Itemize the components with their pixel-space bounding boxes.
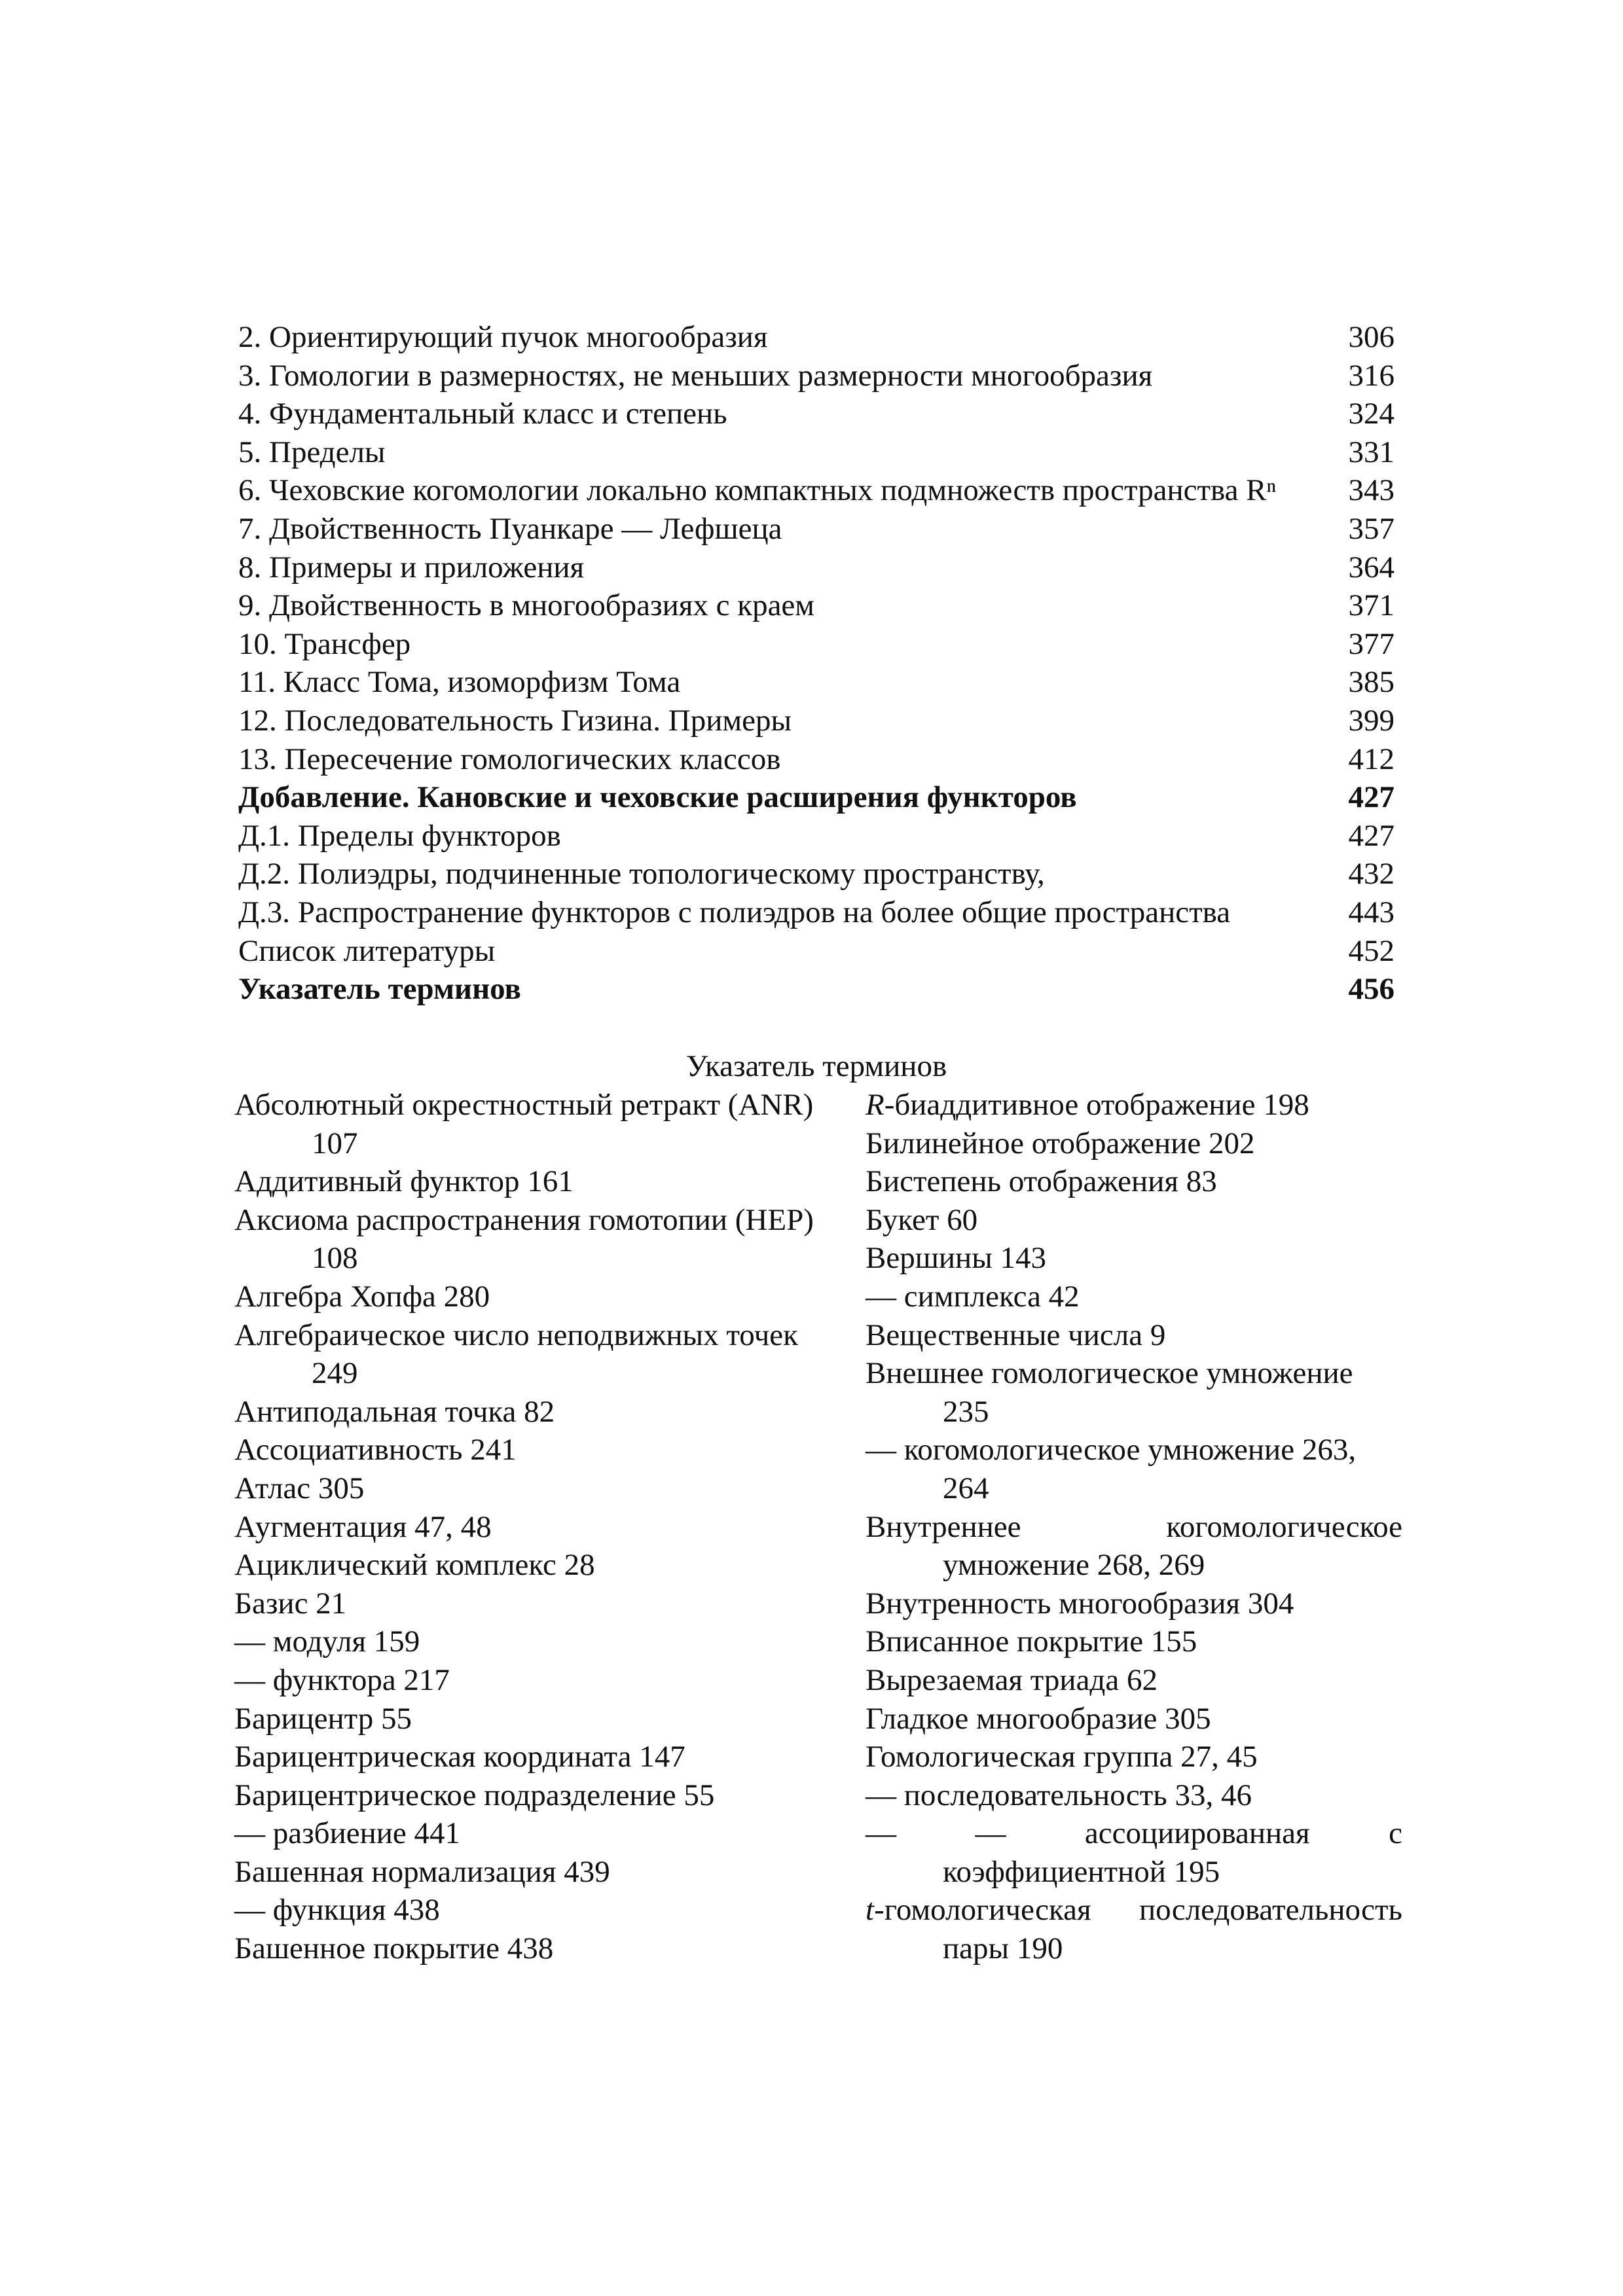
toc-row bbox=[238, 586, 1395, 625]
toc-title: 9. Двойственность в многообразиях с краем bbox=[238, 588, 815, 623]
index-entry: Внешнее гомологическое умножение 235 bbox=[866, 1356, 1353, 1429]
index-entry: Базис 21 bbox=[234, 1586, 347, 1621]
toc-page-number: 343 bbox=[1348, 473, 1395, 508]
index-entry bbox=[866, 1508, 1402, 1585]
index-entry bbox=[866, 1891, 1402, 1967]
entry-word: ассоциированная bbox=[1084, 1816, 1310, 1851]
toc-row bbox=[238, 471, 1395, 510]
toc-page-number: 377 bbox=[1348, 626, 1395, 661]
toc-row bbox=[238, 433, 1395, 472]
toc-title: Д.1. Пределы функторов bbox=[238, 818, 561, 853]
toc-row bbox=[238, 778, 1395, 817]
index-entry: Антиподальная точка 82 bbox=[234, 1394, 555, 1429]
index-entry: Вещественные числа 9 bbox=[866, 1318, 1166, 1352]
justified-line bbox=[866, 1508, 1402, 1547]
index-entry bbox=[866, 1086, 1402, 1124]
italic-prefix: R bbox=[866, 1088, 884, 1122]
toc-page-number: 456 bbox=[1348, 972, 1395, 1007]
index-left-column bbox=[234, 1086, 824, 1968]
entry-word: Внутреннее bbox=[866, 1509, 1021, 1544]
index-entry: Вписанное покрытие 155 bbox=[866, 1624, 1197, 1659]
index-entry: Ассоциативность 241 bbox=[234, 1433, 517, 1467]
index-entry bbox=[866, 1814, 1402, 1891]
index-entry: — разбиение 441 bbox=[234, 1816, 461, 1851]
toc-page-number: 331 bbox=[1348, 435, 1395, 469]
toc-row bbox=[238, 702, 1395, 740]
toc-page-number: 452 bbox=[1348, 933, 1395, 968]
index-entry: Внутренность многообразия 304 bbox=[866, 1586, 1294, 1621]
toc-title: 4. Фундаментальный класс и степень bbox=[238, 397, 727, 431]
toc-title: Добавление. Кановские и чеховские расширения функторов bbox=[238, 780, 1077, 815]
toc-row bbox=[238, 357, 1395, 395]
toc-title: 11. Класс Тома, изоморфизм Тома bbox=[238, 665, 681, 700]
index-entry: Вершины 143 bbox=[866, 1241, 1047, 1276]
toc-row bbox=[238, 970, 1395, 1009]
index-entry: Гомологическая группа 27, 45 bbox=[866, 1740, 1258, 1774]
index-entry: Ациклический комплекс 28 bbox=[234, 1548, 595, 1583]
toc-title: 3. Гомологии в размерностях, не меньших размерности многообразия bbox=[238, 358, 1153, 393]
toc-page-number: 412 bbox=[1348, 742, 1395, 776]
toc-row bbox=[238, 663, 1395, 702]
index-entry: Алгебра Хопфа 280 bbox=[234, 1279, 490, 1314]
index-entry: Букет 60 bbox=[866, 1202, 978, 1237]
index-entry: Аддитивный функтор 161 bbox=[234, 1164, 574, 1199]
entry-word: с bbox=[1389, 1816, 1402, 1851]
toc-title: Указатель терминов bbox=[238, 972, 521, 1007]
toc-page-number: 357 bbox=[1348, 511, 1395, 546]
index-entry: Билинейное отображение 202 bbox=[866, 1126, 1255, 1160]
index-entry: Башенная нормализация 439 bbox=[234, 1854, 610, 1889]
index-entry: — модуля 159 bbox=[234, 1624, 420, 1659]
table-of-contents bbox=[238, 318, 1395, 1009]
toc-row bbox=[238, 740, 1395, 779]
index-entry: Аксиома распространения гомотопии (HEP) 108 bbox=[234, 1202, 814, 1276]
italic-prefix: t bbox=[866, 1893, 875, 1928]
index-entry: — когомологическое умножение 263, 264 bbox=[866, 1433, 1357, 1505]
toc-page-number: 316 bbox=[1348, 358, 1395, 393]
toc-title: Д.3. Распространение функторов с полиэдров на более общие пространства bbox=[238, 895, 1231, 929]
entry-text: -гомологическая последовательность пары 190 bbox=[874, 1893, 1402, 1966]
index-entry: Гладкое многообразие 305 bbox=[866, 1701, 1211, 1736]
toc-title: 5. Пределы bbox=[238, 435, 386, 469]
toc-page-number: 364 bbox=[1348, 550, 1395, 584]
toc-row bbox=[238, 510, 1395, 548]
toc-row bbox=[238, 893, 1395, 932]
entry-text: -биаддитивное отображение 198 bbox=[884, 1088, 1309, 1122]
toc-page-number: 399 bbox=[1348, 703, 1395, 738]
toc-page-number: 306 bbox=[1348, 320, 1395, 354]
index-right-column bbox=[866, 1086, 1402, 1968]
toc-title: 2. Ориентирующий пучок многообразия bbox=[238, 320, 768, 354]
index-title: Указатель терминов bbox=[685, 1049, 947, 1083]
index-entry: Аугментация 47, 48 bbox=[234, 1509, 492, 1544]
toc-title: 8. Примеры и приложения bbox=[238, 550, 585, 584]
toc-page-number: 427 bbox=[1348, 818, 1395, 853]
toc-page-number: 324 bbox=[1348, 397, 1395, 431]
toc-row bbox=[238, 817, 1395, 855]
entry-word: когомологическое bbox=[1166, 1509, 1402, 1544]
index-entry: Атлас 305 bbox=[234, 1471, 365, 1505]
index-entry: Бистепень отображения 83 bbox=[866, 1164, 1217, 1199]
toc-title: 6. Чеховские когомологии локально компактных подмножеств пространства Rⁿ bbox=[238, 473, 1277, 508]
toc-title: 13. Пересечение гомологических классов bbox=[238, 742, 781, 776]
toc-title: 10. Трансфер bbox=[238, 626, 411, 661]
toc-page-number: 427 bbox=[1348, 780, 1395, 815]
index-entry: Барицентрическое подразделение 55 bbox=[234, 1778, 715, 1812]
toc-page-number: 443 bbox=[1348, 895, 1395, 929]
index-entry: Барицентрическая координата 147 bbox=[234, 1740, 685, 1774]
toc-row bbox=[238, 855, 1395, 893]
index-entry: — последовательность 33, 46 bbox=[866, 1778, 1252, 1812]
entry-continuation: коэффициентной 195 bbox=[943, 1854, 1220, 1889]
index-entry: — функтора 217 bbox=[234, 1662, 450, 1697]
toc-page-number: 371 bbox=[1348, 588, 1395, 623]
index-entry: Барицентр 55 bbox=[234, 1701, 412, 1736]
index-entry: Вырезаемая триада 62 bbox=[866, 1662, 1158, 1697]
index-entry: Алгебраическое число неподвижных точек 249 bbox=[234, 1318, 798, 1391]
toc-row bbox=[238, 395, 1395, 433]
toc-page-number: 432 bbox=[1348, 857, 1395, 891]
justified-line bbox=[866, 1814, 1402, 1853]
toc-row bbox=[238, 548, 1395, 587]
entry-word: — bbox=[975, 1816, 1006, 1851]
index-entry: — симплекса 42 bbox=[866, 1279, 1080, 1314]
index-entry: — функция 438 bbox=[234, 1893, 440, 1928]
index-entry: Башенное покрытие 438 bbox=[234, 1931, 554, 1966]
entry-continuation: умножение 268, 269 bbox=[943, 1548, 1205, 1583]
toc-page-number: 385 bbox=[1348, 665, 1395, 700]
toc-title: Список литературы bbox=[238, 933, 496, 968]
toc-row bbox=[238, 318, 1395, 357]
entry-word: — bbox=[866, 1816, 896, 1851]
toc-title: 7. Двойственность Пуанкаре — Лефшеца bbox=[238, 511, 782, 546]
toc-row bbox=[238, 625, 1395, 664]
toc-row bbox=[238, 932, 1395, 971]
toc-title: Д.2. Полиэдры, подчиненные топологическому пространству, bbox=[238, 857, 1045, 891]
toc-title: 12. Последовательность Гизина. Примеры bbox=[238, 703, 792, 738]
index-entry: Абсолютный окрестностный ретракт (ANR) 107 bbox=[234, 1088, 814, 1160]
